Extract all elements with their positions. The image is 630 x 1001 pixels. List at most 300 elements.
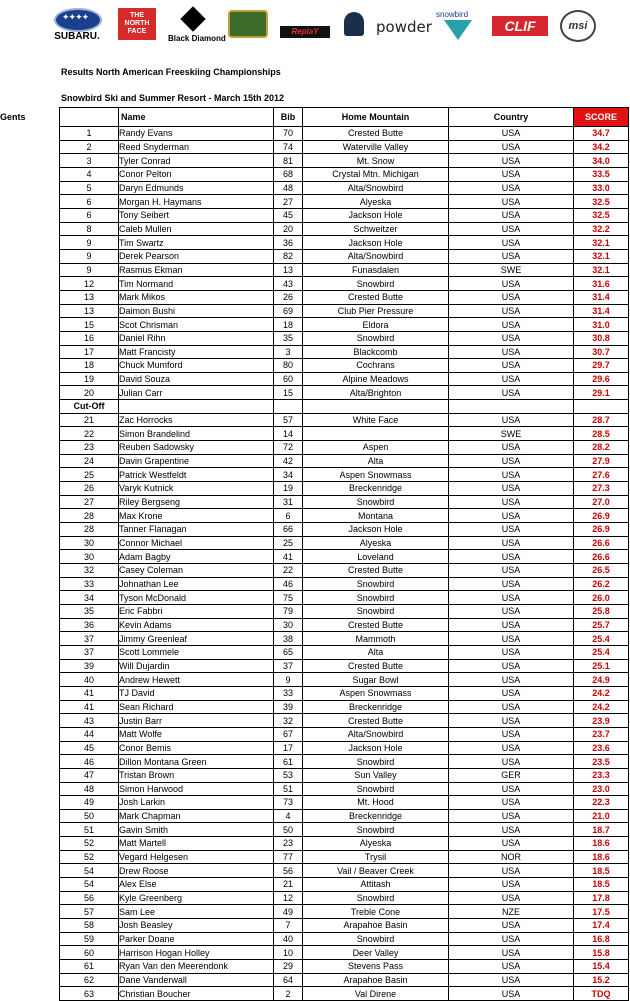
- rank-cell: 41: [60, 700, 119, 714]
- country-cell: USA: [449, 331, 574, 345]
- rank-cell: 37: [60, 632, 119, 646]
- athlete-name-cell: Davin Grapentine: [119, 454, 274, 468]
- bib-cell: 37: [274, 659, 303, 673]
- athlete-name-cell: Zac Horrocks: [119, 413, 274, 427]
- athlete-name-cell: Tim Normand: [119, 277, 274, 291]
- bib-cell: 2: [274, 987, 303, 1001]
- rank-cell: 22: [60, 427, 119, 441]
- rank-cell: 26: [60, 482, 119, 496]
- bib-cell: 18: [274, 318, 303, 332]
- country-cell: USA: [449, 796, 574, 810]
- score-cell: 18.6: [574, 850, 629, 864]
- country-cell: USA: [449, 454, 574, 468]
- home-mountain-cell: Breckenridge: [303, 700, 449, 714]
- home-mountain-cell: Alta: [303, 645, 449, 659]
- rank-cell: 39: [60, 659, 119, 673]
- home-mountain-cell: Snowbird: [303, 591, 449, 605]
- athlete-name-cell: Tyler Conrad: [119, 154, 274, 168]
- table-row: [60, 878, 629, 892]
- table-row: [60, 673, 629, 687]
- table-row: [60, 686, 629, 700]
- athlete-name-cell: Jimmy Greenleaf: [119, 632, 274, 646]
- athlete-name-cell: Chuck Mumford: [119, 359, 274, 373]
- home-mountain-cell: Crested Butte: [303, 127, 449, 141]
- home-mountain-cell: Arapahoe Basin: [303, 919, 449, 933]
- table-row: [60, 290, 629, 304]
- home-mountain-cell: Alyeska: [303, 536, 449, 550]
- athlete-name-cell: Simon Brandelind: [119, 427, 274, 441]
- rank-cell: 56: [60, 891, 119, 905]
- score-cell: 18.5: [574, 878, 629, 892]
- home-mountain-cell: Attitash: [303, 878, 449, 892]
- score-cell: 26.2: [574, 577, 629, 591]
- table-row: [60, 850, 629, 864]
- bib-cell: 33: [274, 686, 303, 700]
- home-mountain-cell: Alta/Snowbird: [303, 249, 449, 263]
- score-cell: TDQ: [574, 987, 629, 1001]
- bib-cell: 65: [274, 645, 303, 659]
- rank-cell: 61: [60, 960, 119, 974]
- score-cell: 32.2: [574, 222, 629, 236]
- rank-cell: 2: [60, 140, 119, 154]
- table-row: [60, 768, 629, 782]
- helmet-icon: [344, 12, 364, 36]
- athlete-name-cell: Tim Swartz: [119, 236, 274, 250]
- country-cell: USA: [449, 359, 574, 373]
- rank-cell: 18: [60, 359, 119, 373]
- country-cell: USA: [449, 604, 574, 618]
- table-row: [60, 782, 629, 796]
- country-cell: USA: [449, 946, 574, 960]
- athlete-name-cell: Josh Beasley: [119, 919, 274, 933]
- athlete-name-cell: Matt Francisty: [119, 345, 274, 359]
- home-mountain-cell: Treble Cone: [303, 905, 449, 919]
- country-cell: USA: [449, 809, 574, 823]
- country-cell: USA: [449, 413, 574, 427]
- score-cell: 32.1: [574, 263, 629, 277]
- home-mountain-cell: Jackson Hole: [303, 236, 449, 250]
- bib-cell: 27: [274, 195, 303, 209]
- country-cell: USA: [449, 864, 574, 878]
- sierra-nevada-logo: [228, 6, 270, 46]
- score-cell: 23.9: [574, 714, 629, 728]
- rank-cell: 52: [60, 850, 119, 864]
- score-cell: 17.8: [574, 891, 629, 905]
- rank-cell: 8: [60, 222, 119, 236]
- home-mountain-cell: Mammoth: [303, 632, 449, 646]
- table-row: [60, 208, 629, 222]
- table-row: [60, 304, 629, 318]
- table-row: [60, 550, 629, 564]
- home-mountain-header: Home Mountain: [303, 108, 449, 127]
- score-cell: 34.0: [574, 154, 629, 168]
- table-row: [60, 536, 629, 550]
- home-mountain-cell: Snowbird: [303, 277, 449, 291]
- rank-cell: 20: [60, 386, 119, 400]
- score-cell: 23.0: [574, 782, 629, 796]
- table-row: [60, 236, 629, 250]
- home-mountain-cell: Stevens Pass: [303, 960, 449, 974]
- athlete-name-cell: Scott Lommele: [119, 645, 274, 659]
- home-mountain-cell: Sugar Bowl: [303, 673, 449, 687]
- athlete-name-cell: Parker Doane: [119, 932, 274, 946]
- bib-cell: 79: [274, 604, 303, 618]
- athlete-name-cell: Mark Chapman: [119, 809, 274, 823]
- table-row: [60, 577, 629, 591]
- rank-cell: 9: [60, 236, 119, 250]
- empty-cell: [574, 400, 629, 414]
- athlete-name-cell: Riley Bergseng: [119, 495, 274, 509]
- rank-cell: 28: [60, 509, 119, 523]
- home-mountain-cell: Snowbird: [303, 577, 449, 591]
- home-mountain-cell: Waterville Valley: [303, 140, 449, 154]
- home-mountain-cell: [303, 427, 449, 441]
- rank-cell: 6: [60, 195, 119, 209]
- table-row: [60, 932, 629, 946]
- rank-cell: 33: [60, 577, 119, 591]
- country-cell: USA: [449, 509, 574, 523]
- home-mountain-cell: Cochrans: [303, 359, 449, 373]
- score-cell: 33.0: [574, 181, 629, 195]
- score-cell: 28.7: [574, 413, 629, 427]
- bib-cell: 70: [274, 127, 303, 141]
- score-cell: 28.5: [574, 427, 629, 441]
- home-mountain-cell: Crested Butte: [303, 618, 449, 632]
- score-cell: 25.4: [574, 645, 629, 659]
- country-cell: USA: [449, 659, 574, 673]
- rank-cell: 9: [60, 263, 119, 277]
- country-cell: USA: [449, 700, 574, 714]
- score-cell: 23.3: [574, 768, 629, 782]
- table-row: [60, 946, 629, 960]
- table-row: [60, 960, 629, 974]
- home-mountain-cell: Schweitzer: [303, 222, 449, 236]
- athlete-name-cell: Daniel Rihn: [119, 331, 274, 345]
- home-mountain-cell: Aspen Snowmass: [303, 686, 449, 700]
- athlete-name-cell: Tanner Flanagan: [119, 523, 274, 537]
- table-row: [60, 823, 629, 837]
- home-mountain-cell: Eldora: [303, 318, 449, 332]
- rank-cell: 34: [60, 591, 119, 605]
- athlete-name-cell: Harrison Hogan Holley: [119, 946, 274, 960]
- sponsor-logo-bar: [40, 6, 618, 46]
- country-cell: USA: [449, 837, 574, 851]
- rank-cell: 52: [60, 837, 119, 851]
- score-cell: 26.6: [574, 536, 629, 550]
- country-cell: USA: [449, 208, 574, 222]
- country-cell: USA: [449, 181, 574, 195]
- athlete-name-cell: Simon Harwood: [119, 782, 274, 796]
- category-label: Gents: [0, 112, 26, 122]
- country-cell: USA: [449, 891, 574, 905]
- rank-cell: 63: [60, 987, 119, 1001]
- bib-cell: 38: [274, 632, 303, 646]
- athlete-name-cell: Randy Evans: [119, 127, 274, 141]
- bib-cell: 42: [274, 454, 303, 468]
- athlete-name-cell: Daryn Edmunds: [119, 181, 274, 195]
- bib-cell: 66: [274, 523, 303, 537]
- score-cell: 31.0: [574, 318, 629, 332]
- bib-cell: 12: [274, 891, 303, 905]
- home-mountain-cell: Trysil: [303, 850, 449, 864]
- home-mountain-cell: Mt. Snow: [303, 154, 449, 168]
- results-table: [59, 107, 629, 1001]
- country-cell: USA: [449, 441, 574, 455]
- table-row: [60, 919, 629, 933]
- home-mountain-cell: Snowbird: [303, 823, 449, 837]
- score-cell: 17.4: [574, 919, 629, 933]
- home-mountain-cell: Val Direne: [303, 987, 449, 1001]
- score-cell: 34.7: [574, 127, 629, 141]
- bib-cell: 39: [274, 700, 303, 714]
- score-cell: 34.2: [574, 140, 629, 154]
- bib-cell: 45: [274, 208, 303, 222]
- rank-cell: 4: [60, 167, 119, 181]
- athlete-name-cell: Matt Martell: [119, 837, 274, 851]
- home-mountain-cell: Blackcomb: [303, 345, 449, 359]
- score-cell: 25.1: [574, 659, 629, 673]
- athlete-name-cell: Andrew Hewett: [119, 673, 274, 687]
- rank-cell: 30: [60, 550, 119, 564]
- empty-cell: [274, 400, 303, 414]
- home-mountain-cell: Breckenridge: [303, 809, 449, 823]
- athlete-name-cell: Tony Seibert: [119, 208, 274, 222]
- home-mountain-cell: Breckenridge: [303, 482, 449, 496]
- home-mountain-cell: White Face: [303, 413, 449, 427]
- rank-cell: 17: [60, 345, 119, 359]
- rank-cell: 36: [60, 618, 119, 632]
- rank-cell: 46: [60, 755, 119, 769]
- home-mountain-cell: Snowbird: [303, 604, 449, 618]
- table-row: [60, 249, 629, 263]
- table-row: [60, 523, 629, 537]
- black-diamond-logo: [168, 6, 226, 46]
- country-cell: USA: [449, 591, 574, 605]
- score-cell: 18.7: [574, 823, 629, 837]
- bib-cell: 69: [274, 304, 303, 318]
- country-cell: USA: [449, 249, 574, 263]
- athlete-name-cell: Will Dujardin: [119, 659, 274, 673]
- country-cell: USA: [449, 960, 574, 974]
- reply-logo: [280, 6, 332, 46]
- home-mountain-cell: Snowbird: [303, 932, 449, 946]
- clif-logo-text: CLIF: [492, 16, 548, 36]
- score-cell: 24.9: [574, 673, 629, 687]
- table-row: [60, 427, 629, 441]
- score-cell: 15.2: [574, 973, 629, 987]
- home-mountain-cell: Funasdalen: [303, 263, 449, 277]
- country-cell: GER: [449, 768, 574, 782]
- table-row: [60, 386, 629, 400]
- rank-cell: 21: [60, 413, 119, 427]
- athlete-name-cell: Mark Mikos: [119, 290, 274, 304]
- home-mountain-cell: Alta: [303, 454, 449, 468]
- table-row: [60, 331, 629, 345]
- home-mountain-cell: Jackson Hole: [303, 208, 449, 222]
- country-cell: USA: [449, 782, 574, 796]
- home-mountain-cell: Crested Butte: [303, 659, 449, 673]
- rank-cell: 47: [60, 768, 119, 782]
- athlete-name-cell: Matt Wolfe: [119, 727, 274, 741]
- athlete-name-cell: Sean Richard: [119, 700, 274, 714]
- rank-cell: 24: [60, 454, 119, 468]
- bib-cell: 50: [274, 823, 303, 837]
- bib-cell: 35: [274, 331, 303, 345]
- home-mountain-cell: Montana: [303, 509, 449, 523]
- athlete-name-cell: Patrick Westfeldt: [119, 468, 274, 482]
- country-cell: SWE: [449, 263, 574, 277]
- score-cell: 23.6: [574, 741, 629, 755]
- bib-cell: 21: [274, 878, 303, 892]
- country-cell: USA: [449, 304, 574, 318]
- score-cell: 23.5: [574, 755, 629, 769]
- score-cell: 24.2: [574, 686, 629, 700]
- country-cell: NZE: [449, 905, 574, 919]
- bib-cell: 57: [274, 413, 303, 427]
- home-mountain-cell: Crested Butte: [303, 290, 449, 304]
- rank-cell: 58: [60, 919, 119, 933]
- home-mountain-cell: Aspen: [303, 441, 449, 455]
- rank-cell: 57: [60, 905, 119, 919]
- home-mountain-cell: Snowbird: [303, 755, 449, 769]
- home-mountain-cell: Arapahoe Basin: [303, 973, 449, 987]
- country-cell: USA: [449, 222, 574, 236]
- score-cell: 16.8: [574, 932, 629, 946]
- athlete-name-cell: Morgan H. Haymans: [119, 195, 274, 209]
- bib-cell: 82: [274, 249, 303, 263]
- score-cell: 18.6: [574, 837, 629, 851]
- score-cell: 31.4: [574, 290, 629, 304]
- score-cell: 28.2: [574, 441, 629, 455]
- empty-cell: [449, 400, 574, 414]
- athlete-name-cell: Kevin Adams: [119, 618, 274, 632]
- home-mountain-cell: Vail / Beaver Creek: [303, 864, 449, 878]
- score-cell: 31.6: [574, 277, 629, 291]
- rank-cell: 44: [60, 727, 119, 741]
- rank-cell: 6: [60, 208, 119, 222]
- athlete-name-cell: Johnathan Lee: [119, 577, 274, 591]
- home-mountain-cell: Alta/Snowbird: [303, 181, 449, 195]
- subaru-stars-icon: ✦✦✦✦: [62, 12, 89, 22]
- bib-cell: 67: [274, 727, 303, 741]
- score-cell: 33.5: [574, 167, 629, 181]
- athlete-name-cell: Tyson McDonald: [119, 591, 274, 605]
- bib-cell: 23: [274, 837, 303, 851]
- score-cell: 26.5: [574, 564, 629, 578]
- bib-cell: 20: [274, 222, 303, 236]
- country-cell: USA: [449, 577, 574, 591]
- table-row: [60, 222, 629, 236]
- country-cell: USA: [449, 482, 574, 496]
- bib-cell: 19: [274, 482, 303, 496]
- country-cell: USA: [449, 372, 574, 386]
- country-cell: SWE: [449, 427, 574, 441]
- bib-cell: 73: [274, 796, 303, 810]
- bib-cell: 41: [274, 550, 303, 564]
- home-mountain-cell: Jackson Hole: [303, 523, 449, 537]
- country-cell: USA: [449, 878, 574, 892]
- table-row: [60, 468, 629, 482]
- bib-cell: 10: [274, 946, 303, 960]
- athlete-name-cell: Connor Michael: [119, 536, 274, 550]
- country-cell: USA: [449, 550, 574, 564]
- score-cell: 25.8: [574, 604, 629, 618]
- bib-cell: 80: [274, 359, 303, 373]
- score-cell: 26.6: [574, 550, 629, 564]
- table-row: [60, 618, 629, 632]
- country-cell: USA: [449, 645, 574, 659]
- sierra-nevada-emblem-icon: [228, 10, 268, 38]
- country-cell: USA: [449, 823, 574, 837]
- athlete-name-cell: Drew Roose: [119, 864, 274, 878]
- rank-cell: 28: [60, 523, 119, 537]
- table-row: [60, 441, 629, 455]
- score-cell: 26.0: [574, 591, 629, 605]
- snowbird-logo-text: snowbird: [436, 10, 469, 19]
- bib-cell: 13: [274, 263, 303, 277]
- bib-cell: 48: [274, 181, 303, 195]
- country-cell: NOR: [449, 850, 574, 864]
- country-cell: USA: [449, 987, 574, 1001]
- clif-logo: [492, 6, 550, 46]
- country-cell: USA: [449, 564, 574, 578]
- table-row: [60, 318, 629, 332]
- table-row: [60, 345, 629, 359]
- score-cell: 23.7: [574, 727, 629, 741]
- document-subtitle: Snowbird Ski and Summer Resort - March 15th 2012: [61, 93, 285, 103]
- score-cell: 15.4: [574, 960, 629, 974]
- country-cell: USA: [449, 523, 574, 537]
- athlete-name-cell: Conor Pelton: [119, 167, 274, 181]
- rank-cell: 54: [60, 864, 119, 878]
- bib-header: Bib: [274, 108, 303, 127]
- bib-cell: 36: [274, 236, 303, 250]
- country-cell: USA: [449, 167, 574, 181]
- country-cell: USA: [449, 536, 574, 550]
- black-diamond-logo-text: Black Diamond: [168, 34, 226, 43]
- msi-logo: [558, 6, 600, 46]
- athlete-name-cell: Sam Lee: [119, 905, 274, 919]
- score-cell: 32.1: [574, 236, 629, 250]
- home-mountain-cell: Crystal Mtn. Michigan: [303, 167, 449, 181]
- table-row: [60, 454, 629, 468]
- powder-logo: [376, 6, 430, 46]
- country-cell: USA: [449, 236, 574, 250]
- table-row: [60, 127, 629, 141]
- athlete-name-cell: Max Krone: [119, 509, 274, 523]
- table-row: [60, 864, 629, 878]
- athlete-name-cell: Josh Larkin: [119, 796, 274, 810]
- table-row: [60, 645, 629, 659]
- score-cell: 30.7: [574, 345, 629, 359]
- reply-logo-text: ReplaY: [280, 26, 330, 38]
- table-row: [60, 181, 629, 195]
- powder-logo-text: powder: [376, 18, 432, 36]
- home-mountain-cell: Club Pier Pressure: [303, 304, 449, 318]
- score-cell: 25.7: [574, 618, 629, 632]
- bib-cell: 72: [274, 441, 303, 455]
- bib-cell: 31: [274, 495, 303, 509]
- country-cell: USA: [449, 318, 574, 332]
- athlete-name-cell: Reed Snyderman: [119, 140, 274, 154]
- bib-cell: 68: [274, 167, 303, 181]
- table-row: [60, 604, 629, 618]
- home-mountain-cell: Crested Butte: [303, 564, 449, 578]
- helmet-brand-logo: [342, 6, 366, 46]
- table-row: [60, 987, 629, 1001]
- rank-cell: 5: [60, 181, 119, 195]
- athlete-name-cell: TJ David: [119, 686, 274, 700]
